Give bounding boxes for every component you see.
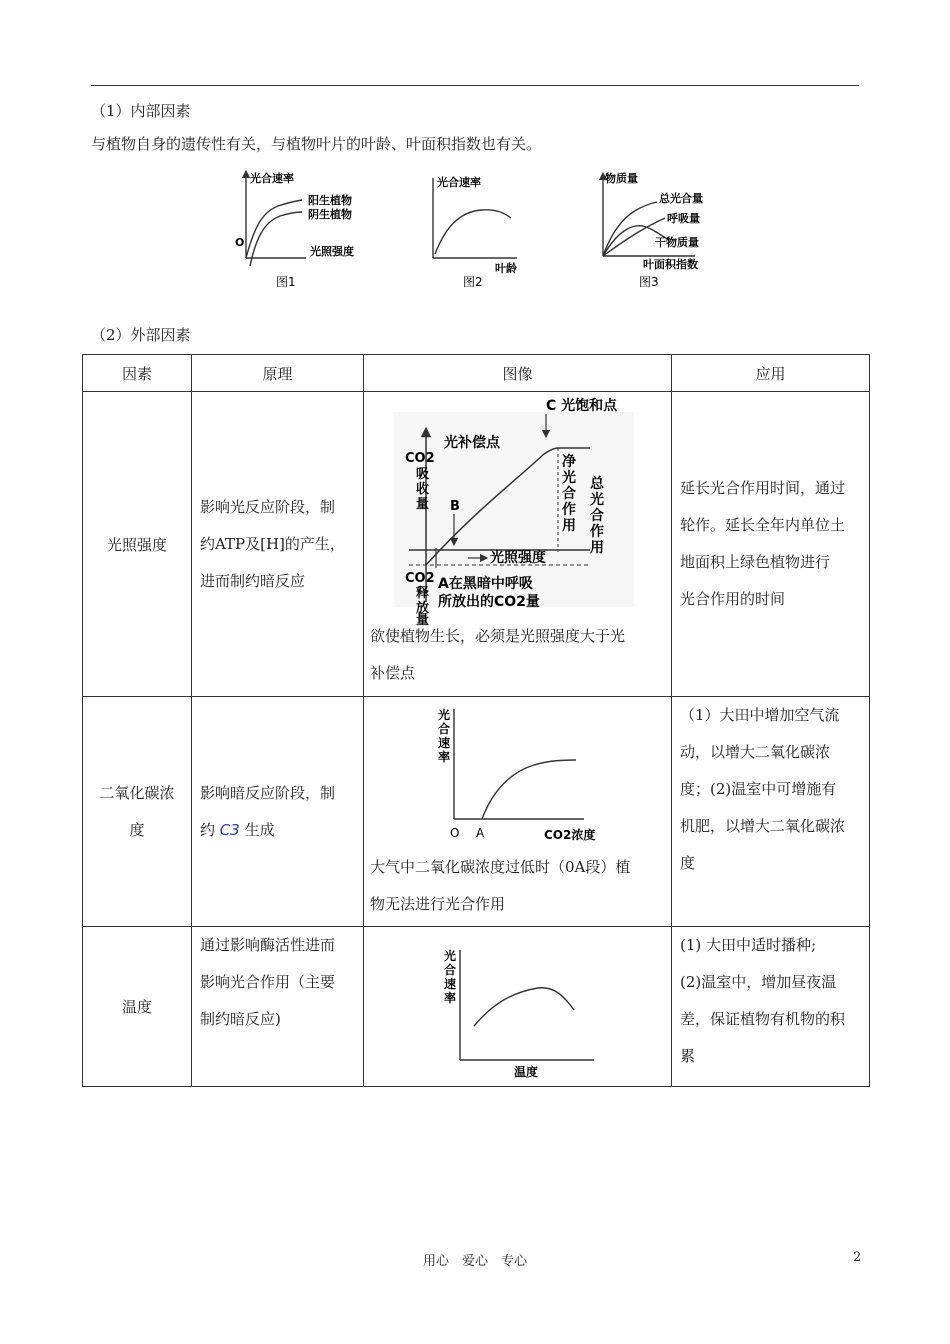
image-caption-co2: 大气中二氧化碳浓度过低时（0A段）植 物无法进行光合作用: [370, 858, 631, 913]
figure-1: [232, 168, 372, 293]
image-temperature: [364, 927, 672, 1087]
svg-text:光: 光: [562, 470, 576, 486]
svg-text:速: 速: [444, 976, 457, 991]
application-co2: （1）大田中增加空气流 动，以增大二氧化碳浓 度；(2)温室中可增施有 机肥，以增大二氧化碳浓 度: [672, 697, 870, 927]
svg-text:温度: 温度: [514, 1064, 539, 1079]
section1-heading: （1）内部因素: [91, 102, 191, 120]
fig3-caption: 图3: [639, 275, 659, 289]
section2-heading: （2）外部因素: [91, 326, 191, 344]
fig2-ylabel: 光合速率: [437, 176, 481, 189]
temperature-curve: [474, 987, 574, 1025]
table-header-row: [83, 355, 870, 392]
section1-text: 与植物自身的遗传性有关，与植物叶片的叶龄、叶面积指数也有关。: [91, 135, 542, 153]
svg-text:合: 合: [562, 486, 576, 502]
table-row-light: [83, 392, 870, 697]
svg-text:率: 率: [444, 990, 457, 1005]
svg-text:A: A: [476, 826, 485, 840]
svg-text:CO2: CO2: [405, 451, 435, 466]
factor-light: 光照强度: [83, 392, 192, 697]
b-label: B: [450, 499, 460, 514]
svg-text:CO2浓度: CO2浓度: [544, 828, 596, 842]
svg-text:量: 量: [416, 497, 430, 512]
fig2-xlabel: 叶龄: [495, 262, 517, 275]
svg-text:光: 光: [444, 948, 457, 963]
application-temperature: (1) 大田中适时播种; (2)温室中，增加昼夜温 差，保证植物有机物的积 累: [672, 927, 870, 1087]
header-application: 应用: [672, 355, 870, 392]
image-co2: [364, 697, 672, 927]
svg-text:合: 合: [438, 722, 451, 736]
c3-symbol: C3: [219, 820, 240, 839]
fig1-caption: 图1: [276, 275, 296, 289]
svg-text:合: 合: [444, 962, 457, 977]
svg-text:总: 总: [590, 476, 604, 492]
header-factor: 因素: [83, 355, 192, 392]
image-light: [364, 392, 672, 697]
factor-temperature: 温度: [83, 927, 192, 1087]
principle-temperature: 通过影响酶活性进而 影响光合作用（主要 制约暗反应): [192, 927, 364, 1087]
fig3-xlabel: 叶面积指数: [643, 258, 698, 271]
svg-text:吸: 吸: [416, 467, 430, 482]
fig1-xlabel: 光照强度: [310, 245, 354, 258]
svg-text:率: 率: [438, 750, 451, 764]
x-label: 光照强度: [490, 550, 546, 566]
svg-text:光: 光: [438, 708, 451, 722]
svg-text:O: O: [450, 826, 460, 840]
a-label-2: 所放出的CO2量: [438, 594, 540, 610]
factors-table: [82, 354, 870, 1087]
svg-text:光: 光: [590, 492, 604, 508]
page-footer: 用心 爱心 专心: [422, 1254, 527, 1269]
principle-co2: 影响暗反应阶段，制 约 C3 生成: [192, 697, 364, 927]
fig1-curve2: 阴生植物: [308, 208, 352, 221]
c-label: C 光饱和点: [546, 398, 618, 414]
svg-text:用: 用: [590, 540, 604, 556]
fig1-ylabel: 光合速率: [250, 172, 294, 185]
svg-text:净: 净: [562, 454, 576, 470]
image-caption-light: 欲使植物生长，必须是光照强度大于光 补偿点: [370, 627, 626, 682]
page-number: 2: [853, 1250, 862, 1265]
fig1-origin: O: [235, 236, 245, 249]
svg-text:作: 作: [590, 524, 604, 540]
fig2-curve: [435, 210, 511, 254]
table-row-co2: [83, 697, 870, 927]
temperature-graph: [364, 930, 672, 1080]
header-image: 图像: [364, 355, 672, 392]
co2-curve: [482, 760, 576, 819]
a-label-1: A在黑暗中呼吸: [438, 576, 533, 592]
principle-light: 影响光反应阶段，制 约ATP及[H]的产生， 进而制约暗反应: [192, 392, 364, 697]
fig3-curve3: 干物质量: [655, 236, 699, 249]
table-row-temperature: [83, 927, 870, 1087]
co2-graph: [364, 697, 672, 847]
svg-text:CO2: CO2: [405, 571, 435, 586]
comp-point-label: 光补偿点: [444, 435, 500, 451]
svg-text:量: 量: [416, 613, 430, 628]
fig3-curve2: 呼吸量: [667, 212, 700, 225]
fig2-caption: 图2: [463, 275, 483, 289]
svg-text:合: 合: [590, 508, 604, 524]
fig1-curve1: 阳生植物: [308, 194, 352, 207]
svg-text:用: 用: [562, 518, 576, 534]
figure-3: [595, 168, 725, 293]
factor-co2: 二氧化碳浓 度: [83, 697, 192, 927]
svg-text:释: 释: [416, 586, 430, 601]
header-rule: [91, 85, 859, 86]
svg-text:作: 作: [562, 502, 576, 518]
figure-2: [425, 168, 535, 293]
svg-text:速: 速: [438, 736, 451, 750]
light-intensity-graph: [364, 392, 672, 628]
application-light: 延长光合作用时间，通过 轮作。延长全年内单位土 地面积上绿色植物进行 光合作用的时间: [672, 392, 870, 697]
fig3-curve1: 总光合量: [659, 192, 703, 205]
svg-text:放: 放: [416, 601, 430, 616]
svg-text:收: 收: [416, 482, 430, 497]
header-principle: 原理: [192, 355, 364, 392]
fig3-ylabel: 物质量: [605, 172, 638, 185]
